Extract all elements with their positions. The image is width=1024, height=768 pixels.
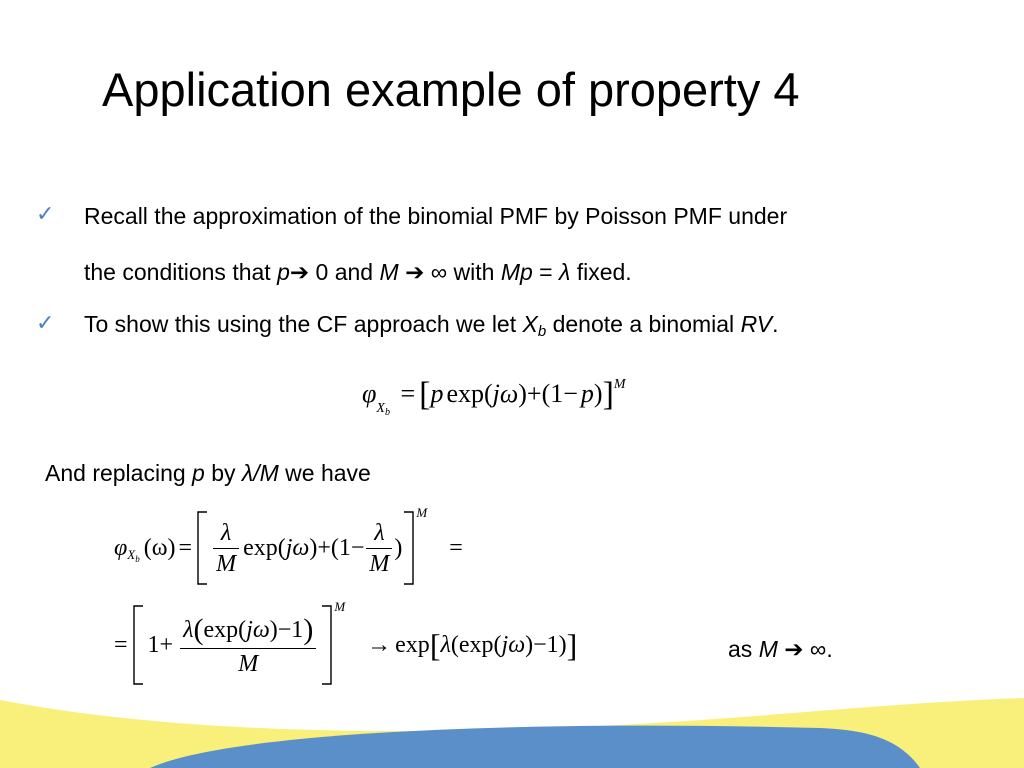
phi-symbol: φ: [114, 535, 128, 561]
equals-sign: =: [400, 379, 416, 408]
equals-sign: =: [532, 259, 559, 285]
exponent-M: M: [416, 505, 428, 520]
left-bracket: [: [419, 376, 431, 413]
variable-j: j: [246, 616, 253, 643]
lambda-over-M-fraction: [213, 521, 239, 576]
variable-Mp: Mp: [500, 259, 533, 285]
left-bracket: [131, 604, 145, 686]
equation-operator: )−1): [525, 632, 567, 658]
limit-text: as: [728, 636, 759, 662]
exp-function: exp: [395, 632, 430, 658]
M-denominator: M: [369, 550, 390, 577]
limit-arrow-icon: →: [367, 632, 392, 658]
bullet-1-line-1: Recall the approximation of the binomial PMF by Poisson PMF under: [84, 203, 788, 229]
big-paren: ): [303, 612, 314, 646]
big-paren: (: [193, 612, 204, 646]
replacement-text: we have: [278, 460, 371, 486]
phi-symbol: φ: [362, 379, 377, 408]
footer-wave: [0, 690, 1024, 768]
lambda-symbol: λ: [440, 632, 451, 658]
bullet-1-text: 0 and: [309, 259, 380, 285]
variable-omega: ω: [499, 379, 519, 408]
limit-fraction: [180, 612, 316, 677]
equation-operator: )+(1−: [309, 535, 365, 561]
variable-j: j: [492, 379, 500, 408]
limit-note: [728, 636, 833, 664]
exp-function: (exp(: [450, 632, 502, 658]
subscript-b: b: [135, 554, 140, 564]
lambda-numerator: λ: [213, 521, 239, 549]
subscript-b: b: [537, 323, 547, 340]
bullet-2: [84, 311, 779, 339]
equation-2: [114, 505, 463, 588]
omega-argument: (ω): [143, 535, 176, 561]
arrow-icon: ➔: [289, 259, 310, 285]
M-denominator: M: [216, 550, 237, 577]
equals-sign: =: [449, 535, 463, 561]
bullet-1-text: ∞ with: [424, 259, 501, 285]
variable-omega: ω: [292, 535, 310, 561]
M-denominator: M: [238, 650, 259, 677]
right-bracket: ]: [566, 627, 578, 663]
replacement-sentence: [45, 460, 371, 488]
left-bracket: [: [429, 627, 441, 663]
subscript-X: X: [376, 401, 385, 416]
replacement-text: by: [204, 460, 242, 486]
arrow-icon: ➔: [784, 636, 804, 662]
lambda-numerator: λ: [366, 521, 392, 549]
right-bracket: [320, 604, 334, 686]
variable-omega: ω: [508, 632, 526, 658]
equals-sign: =: [114, 632, 128, 658]
exponent-M: M: [613, 377, 626, 392]
equals-sign: =: [178, 535, 193, 561]
exp-function: exp(: [243, 535, 286, 561]
lambda-over-M: λ/M: [241, 460, 279, 486]
bullet-2-text: denote a binomial: [546, 311, 741, 337]
variable-lambda: λ: [558, 259, 571, 285]
variable-M: M: [379, 259, 399, 285]
variable-p: p: [430, 379, 444, 408]
bullet-1-text: the conditions that: [84, 259, 278, 285]
left-bracket: [195, 510, 209, 586]
equation-1: [362, 376, 626, 418]
right-bracket: [402, 510, 416, 586]
variable-X: X: [522, 311, 538, 337]
exp-function: exp(: [446, 379, 493, 408]
exp-function: exp(: [203, 616, 247, 643]
variable-p: p: [277, 259, 290, 285]
bullet-2-text: .: [772, 311, 779, 337]
subscript-b: b: [384, 407, 390, 418]
variable-omega: ω: [252, 616, 270, 643]
checkmark-icon: ✓: [36, 310, 55, 335]
bullet-1-line-2: [84, 259, 632, 287]
one-plus: 1+: [147, 632, 174, 658]
subscript-X: X: [127, 547, 136, 562]
variable-j: j: [501, 632, 509, 658]
fraction-numerator: [180, 612, 316, 649]
variable-M: M: [758, 636, 778, 662]
arrow-icon: ➔: [405, 259, 425, 285]
variable-p: p: [192, 460, 205, 486]
exponent-M: M: [334, 599, 346, 614]
equation-3: [114, 599, 578, 688]
closing-paren: ): [593, 379, 603, 408]
variable-p: p: [580, 379, 594, 408]
variable-j: j: [285, 535, 293, 561]
lambda-over-M-fraction: [366, 521, 392, 576]
closing-paren: ): [394, 535, 403, 561]
slide-title: Application example of property 4: [102, 63, 800, 116]
bullet-2-text: To show this using the CF approach we let: [84, 311, 523, 337]
equation-operator: )+(1−: [518, 379, 578, 408]
limit-text: ∞.: [803, 636, 833, 662]
lambda-symbol: λ: [183, 616, 194, 643]
bullet-1-text: fixed.: [570, 259, 632, 285]
checkmark-icon: ✓: [36, 201, 55, 226]
variable-RV: RV: [740, 311, 773, 337]
right-bracket: ]: [602, 376, 614, 413]
equation-operator: )−1: [269, 616, 304, 643]
replacement-text: And replacing: [45, 460, 193, 486]
